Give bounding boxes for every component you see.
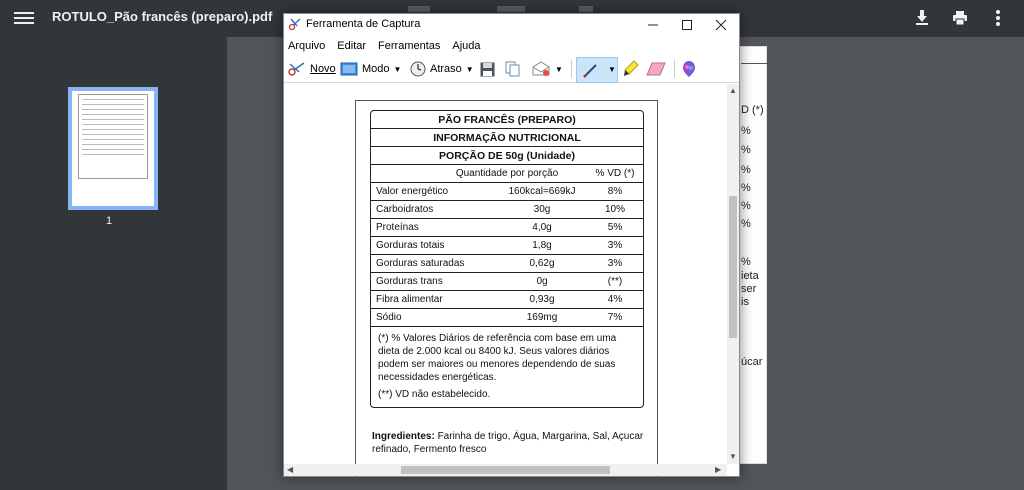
ingredients-label: Ingredientes: <box>372 431 435 442</box>
page-fragment: % <box>741 125 751 137</box>
page-fragment: % <box>741 164 751 176</box>
scroll-right-icon[interactable]: ▶ <box>715 465 722 474</box>
snipping-tool-window <box>283 13 740 477</box>
menu-ferramentas[interactable]: Ferramentas <box>378 39 441 52</box>
nutrient-quantity: 0g <box>536 276 548 287</box>
eraser-icon <box>646 62 666 76</box>
page-thumbnail[interactable] <box>68 87 158 210</box>
nutrient-vd: (**) <box>607 276 623 287</box>
nutrient-quantity: 30g <box>533 204 551 215</box>
print-icon[interactable] <box>948 6 972 30</box>
table-subtitle: INFORMAÇÃO NUTRICIONAL <box>371 129 643 147</box>
scissors-icon <box>287 61 307 77</box>
vertical-scroll-thumb[interactable] <box>729 196 737 338</box>
page-fragment: % <box>741 200 751 212</box>
nutrient-quantity: 1,8g <box>532 240 552 251</box>
table-row <box>371 291 643 309</box>
nutrient-name: Gorduras totais <box>376 240 445 251</box>
page-selector[interactable] <box>408 6 430 12</box>
scroll-left-icon[interactable]: ◀ <box>287 465 294 474</box>
ingredients <box>372 430 652 456</box>
menu-icon[interactable] <box>14 9 34 27</box>
col-header-vd: % VD (*) <box>595 168 635 179</box>
nutrient-name: Gorduras trans <box>376 276 443 287</box>
chevron-down-icon: ▼ <box>393 64 402 74</box>
save-icon <box>480 62 495 77</box>
nutrient-vd: 3% <box>607 240 623 251</box>
delay-label: Atraso <box>430 63 462 75</box>
nutrition-table <box>370 110 644 408</box>
horizontal-scrollbar[interactable] <box>284 464 727 476</box>
thumbnail-page-number: 1 <box>106 215 113 227</box>
nutrient-name: Proteínas <box>376 222 419 233</box>
save-button[interactable] <box>480 58 495 80</box>
col-header-qty: Quantidade por porção <box>455 168 559 179</box>
nutrient-name: Valor energético <box>376 186 449 197</box>
pdf-file-title: ROTULO_Pão francês (preparo).pdf <box>52 9 273 24</box>
table-row <box>371 201 643 219</box>
highlighter-icon <box>623 60 639 78</box>
page-fragment: úcar <box>741 356 763 368</box>
table-row <box>371 273 643 291</box>
zoom-selector[interactable] <box>497 6 525 12</box>
scroll-up-icon[interactable]: ▲ <box>729 86 737 95</box>
paint3d-icon <box>682 60 696 78</box>
page-fragment: D (*) <box>741 104 764 116</box>
thumbnail-sidebar <box>0 37 227 490</box>
page-fragment: % <box>741 256 751 268</box>
nutrient-vd: 8% <box>607 186 623 197</box>
nutrient-vd: 10% <box>604 204 625 215</box>
table-row <box>371 237 643 255</box>
nutrient-vd: 4% <box>607 294 623 305</box>
copy-button[interactable] <box>505 58 521 80</box>
new-snip-button[interactable] <box>287 58 336 80</box>
page-fragment: % <box>741 218 751 230</box>
table-header-row <box>371 165 643 183</box>
scroll-down-icon[interactable]: ▼ <box>729 452 737 461</box>
pen-tool-button[interactable] <box>576 57 618 83</box>
scissors-icon <box>288 17 302 31</box>
send-snip-button[interactable] <box>531 58 563 80</box>
email-icon <box>531 61 551 77</box>
delay-button[interactable] <box>410 58 474 80</box>
table-portion: PORÇÃO DE 50g (Unidade) <box>371 147 643 165</box>
horizontal-scroll-thumb[interactable] <box>401 466 610 474</box>
chevron-down-icon[interactable]: ▼ <box>608 65 616 74</box>
nutrient-vd: 5% <box>607 222 623 233</box>
table-title: PÃO FRANCÊS (PREPARO) <box>371 111 643 129</box>
vertical-scrollbar[interactable] <box>727 84 739 464</box>
nutrient-vd: 7% <box>607 312 623 323</box>
table-row <box>371 255 643 273</box>
minimize-button[interactable] <box>636 14 670 36</box>
highlighter-button[interactable] <box>623 58 639 80</box>
nutrient-quantity: 0,62g <box>529 258 555 269</box>
nutrient-name: Fibra alimentar <box>376 294 443 305</box>
table-row <box>371 219 643 237</box>
menu-arquivo[interactable]: Arquivo <box>288 39 326 52</box>
mode-label: Modo <box>362 63 390 75</box>
rectangle-mode-icon <box>340 62 358 76</box>
table-notes <box>371 327 643 407</box>
chevron-down-icon: ▼ <box>555 64 563 74</box>
nutrient-quantity: 4,0g <box>532 222 552 233</box>
snip-toolbar <box>284 55 739 83</box>
captured-page <box>355 100 658 480</box>
nutrient-quantity: 0,93g <box>529 294 555 305</box>
nutrient-name: Gorduras saturadas <box>376 258 465 269</box>
chevron-down-icon: ▼ <box>465 64 474 74</box>
ingredients-text: Farinha de trigo, Água, Margarina, Sal, Açucar refinado, Fermento fresco <box>372 431 644 455</box>
eraser-button[interactable] <box>646 58 666 80</box>
page-fragment: ser <box>741 283 757 295</box>
nutrient-quantity: 169mg <box>526 312 558 323</box>
copy-icon <box>505 61 521 77</box>
page-fragment: % <box>741 144 751 156</box>
pen-icon <box>581 62 599 80</box>
note-vd-not-established: (**) VD não estabelecido. <box>378 389 491 400</box>
download-icon[interactable] <box>910 6 934 30</box>
page-fragment: % <box>741 182 751 194</box>
table-row <box>371 309 643 327</box>
page-fragment: is <box>741 296 749 308</box>
menu-bar <box>284 36 739 55</box>
clock-icon <box>410 61 426 77</box>
menu-editar[interactable]: Editar <box>337 39 367 52</box>
page-fragment: ieta <box>741 270 759 282</box>
window-titlebar <box>284 14 739 36</box>
new-snip-label: Novo <box>310 63 336 75</box>
menu-ajuda[interactable]: Ajuda <box>452 39 481 52</box>
thumbnail-preview <box>78 94 148 179</box>
fit-page-icon[interactable] <box>579 6 593 12</box>
nutrient-quantity: 160kcal=669kJ <box>508 186 576 197</box>
more-icon[interactable] <box>986 6 1010 30</box>
captured-image-area <box>284 84 727 464</box>
mode-button[interactable] <box>340 58 401 80</box>
maximize-button[interactable] <box>670 14 704 36</box>
nutrient-vd: 3% <box>607 258 623 269</box>
paint3d-button[interactable] <box>682 58 696 80</box>
note-reference: (*) % Valores Diários de referência com base em uma dieta de 2.000 kcal ou 8400 kJ. Seus valores diários podem ser maiores ou menores dependendo de suas necessidades energéticas. <box>378 333 617 383</box>
nutrient-name: Sódio <box>376 312 402 323</box>
window-title: Ferramenta de Captura <box>306 18 421 30</box>
table-row <box>371 183 643 201</box>
nutrient-name: Carboidratos <box>376 204 434 215</box>
close-button[interactable] <box>704 14 738 36</box>
